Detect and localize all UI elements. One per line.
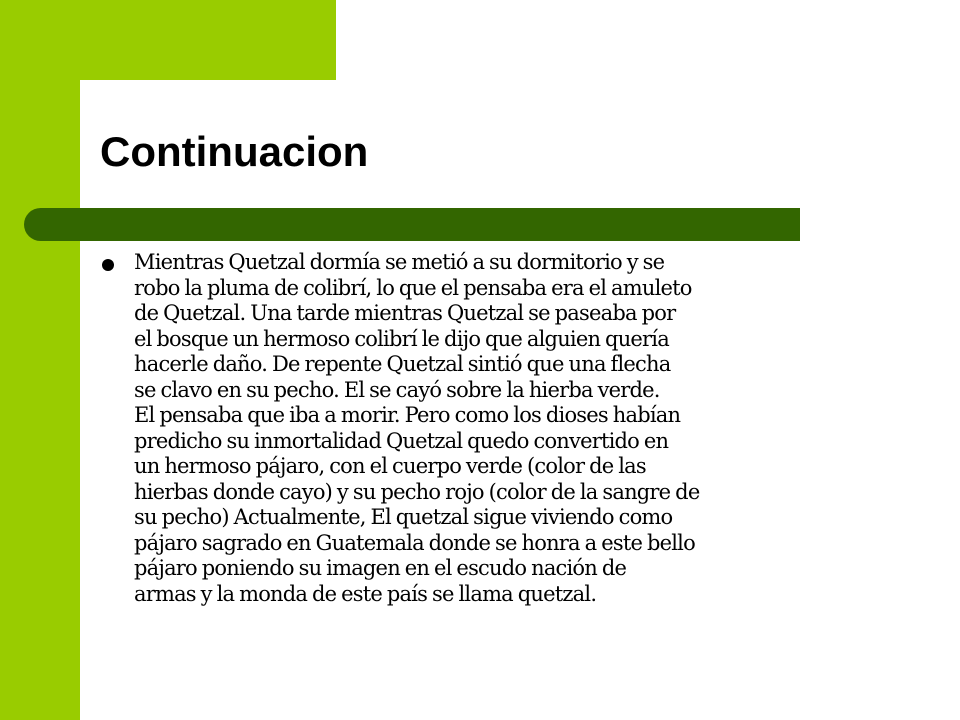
bullet-line: su pecho) Actualmente, El quetzal sigue viviendo como [134, 505, 673, 529]
top-green-band [0, 0, 336, 80]
bullet-item [100, 250, 910, 607]
bullet-text [134, 250, 910, 607]
bullet-line: pájaro sagrado en Guatemala donde se honra a este bello [134, 530, 695, 555]
bullet-line: Mientras Quetzal dormía se metió a su dormitorio y se [134, 250, 665, 274]
bullet-line: hacerle daño. De repente Quetzal sintió que una flecha [134, 352, 671, 376]
bullet-list [100, 250, 910, 607]
bullet-line: se clavo en su pecho. El se cayó sobre la hierba verde. [134, 377, 660, 402]
left-green-band [0, 0, 80, 720]
bullet-line: hierbas donde cayo) y su pecho rojo (color de la sangre de [134, 479, 700, 504]
bullet-line: un hermoso pájaro, con el cuerpo verde (color de las [134, 454, 646, 478]
bullet-line: pájaro poniendo su imagen en el escudo nación de [134, 556, 627, 580]
bullet-line: el bosque un hermoso colibrí le dijo que alguien quería [134, 326, 669, 351]
bullet-line: de Quetzal. Una tarde mientras Quetzal se paseaba por [134, 301, 676, 325]
slide-title: Continuacion [100, 128, 369, 175]
bullet-icon [102, 259, 114, 271]
bullet-line: El pensaba que iba a morir. Pero como los dioses habían [134, 403, 681, 427]
bullet-line: predicho su inmortalidad Quetzal quedo convertido en [134, 428, 669, 453]
title-divider-bar [24, 208, 800, 241]
bullet-line: armas y la monda de este país se llama quetzal. [134, 581, 597, 606]
bullet-line: robo la pluma de colibrí, lo que el pensaba era el amuleto [134, 275, 692, 300]
